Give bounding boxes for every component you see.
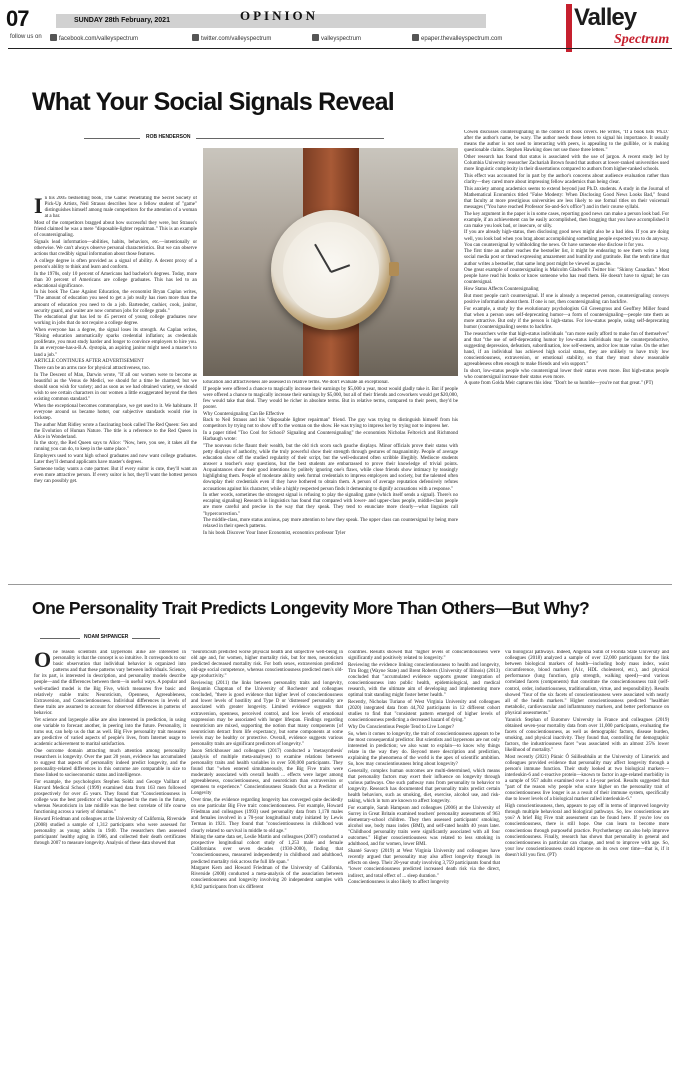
paragraph: The researchers write that high-status individuals "can more easily afford to make fun of themselves" and that "the use of self-deprecating humor by low-status individuals may be counterproductive, suggesting depression, defeatism, subordination, low self-esteem, and/or low mate value. On the other hand, if an individual has achieved high social status, they are unlikely to have truly low conscientiousness, extraversion, or emotional stability, so that they must show reasonable agreeableness often enough to make friends and win support." — [464, 331, 669, 367]
subheading: How Status Affects Countersignaling — [464, 287, 539, 293]
paragraph: For example, a study by the evolutionary psychologists Gil Greengross and Geoffrey Miller found that when a person uses self-deprecating humor—a form of countersignaling—people rate them as more attractive. But only if the person is high-status. For low-status people, using self-deprecating humor (countersignaling) seems to backfire. — [464, 306, 669, 330]
follow-label: follow us on — [10, 34, 42, 40]
instagram-icon — [312, 34, 319, 41]
paragraph: Most of the competitors bragged about how successful they were, but Strauss's friend claimed he was a mere "disposable-lighter repairman." This is an example of countersignaling. — [34, 220, 197, 239]
article1-column-3 — [464, 130, 669, 576]
paragraph: via biological pathways. Indeed, Angelina Sutin of Florida State University and colleagues (2018) analyzed a sample of over 12,000 participants for the link between biological markers of health—including body mass index, waist circumference, blood markers (A1c, HDL cholesterol, etc.), and physical performance (lung function, grip strength, walking speed)—and various correlated facets (components) that constitute the conscientiousness trait (self-control, order, industriousness, traditionalism, virtue, and responsibility). Results showed "four of the six facets of conscientiousness were associated with nearly all of the health markers." Higher conscientiousness predicted "healthier metabolic, cardiovascular and inflammatory markers, and better performance on physical assessments." — [505, 650, 669, 716]
subheading: Why Countersignaling Can Be Effective — [203, 411, 284, 417]
section-title: OPINION — [240, 8, 319, 23]
logo-subtitle: Spectrum — [614, 32, 670, 47]
article2-column-2 — [191, 650, 343, 1080]
paragraph: One outcome domain attracting much attention among personality researchers is longevity. Over the past 20 years, evidence has accumulated to suggest that aspects of personality indeed predict longevity, and the personality-related differences in this outcome are comparable in size to those linked to socioeconomic status and intelligence. — [34, 748, 186, 779]
facebook-icon — [50, 34, 57, 41]
article1-column-2 — [203, 380, 458, 576]
logo-accent-bar — [566, 4, 572, 52]
paragraph: Cowen discusses countersignaling in the context of book covers. He writes, "If a book lists 'Ph.D.' after the author's name, be wary. The author needs those letters to signal his importance. It usually means the author is not used to interacting with peers, is appealing to the gullible, or is making questionable claims. Stephen Hawking does not use those three letters." — [464, 130, 669, 154]
twitter-icon — [192, 34, 199, 41]
subheading: Why Do Conscientious People Tend to Live Longer? — [348, 724, 455, 730]
publication-logo — [566, 4, 676, 60]
paragraph: The first time an author reaches the bestseller list, it might be endearing to see them write a long social media post or thread expressing amazement and humility and gratitude. But the tenth time that author writes a bestseller, that same long post might be viewed as gauche. — [464, 249, 669, 267]
paragraph: In other words, sometimes the strongest signal is refusing to play the signaling game (which itself sends a signal). There's no escaping signaling) Research in linguistics has found that compared with lower- and upper-class people, middle-class people are more careful and precise in the way that they speak. They tend to enunciate more clearly—what linguists call "hypercorrection." — [203, 493, 458, 517]
paragraph: Yet science and laypeople alike are also interested in prediction, in using one variable to forecast another, in peering into the future. Personality, it turns out, can help us do that as well. Big Five personality trait measures are predictive of varied aspects of people's lives, from Internet usage to academic achievement to marital satisfaction. — [34, 717, 186, 747]
byline-rule — [84, 138, 384, 139]
paragraph: When everyone has a degree, the signal loses its strength. As Caplan writes, "Rising education automatically sparks credential inflation; as credentials proliferate, you must study harder and longer to convince employers to hire you. In an everyone-has-a-B.A. dystopia, an aspiring janitor might need a master's to land a job." — [34, 328, 197, 358]
paragraph: For example, Sarah Hampson and colleagues (2006) at the University of Surrey in Great Britain examined teachers' personality assessments of 963 elementary-school children. They then assessed participants' smoking, alcohol use, body mass index (BMI), and self-rated health 40 years later. "Childhood personality traits were significantly associated with all four outcomes." Higher conscientiousness was related to less smoking in adulthood, and for women, lower BMI. — [348, 805, 500, 848]
paragraph: Yannick Stephan of Euromov University in France and colleagues (2019) obtained seven-year mortality data from over 11,000 participants, evaluating the facets of conscientiousness, as well as demographic factors, disease burden, smoking, and physical inactivity. They found that, controlling for demographic factors, the industriousness facet "was associated with an almost 25% lower likelihood of mortality." — [505, 717, 669, 754]
paragraph: If you are already high-status, then disclosing good news might also be a bad idea. If you are doing well, you look bad when you brag about accomplishing something people expected you to do anyway. You can countersignal by withholding the news. Or have someone else disclose it for you. — [464, 230, 669, 248]
paragraph: If people were offered a chance to magically increase their earnings by $5,000 a year, most would gladly take it. But if people were offered a chance to magically increase their earnings by $5,000, but all of their friends and coworkers would get $20,000, few would take that deal. They would be richer in absolute terms. But in relative terms, compared to their peers, they'd be poorer. — [203, 386, 458, 410]
paragraph: One great example of countersignaling is Malcolm Gladwell's Twitter bio: "Skinny Canadian." Most people have read his books or know someone who has read them. He doesn't have to signal; he can countersignal. — [464, 268, 669, 286]
watch-crown — [389, 262, 399, 276]
paragraph: "neuroticism predicted worse physical health and subjective well-being in old age and, for women, higher mortality risk, but for men, neuroticism predicted decreased mortality risk. For both sexes, extraversion predicted old-age social competence, whereas conscientiousness predicted men's old-age productivity." — [191, 650, 343, 680]
issue-date: SUNDAY 28th February, 2021 — [74, 17, 170, 24]
paragraph: Education and attractiveness are assessed in relative terms. We don't evaluate an exceptional. — [203, 380, 389, 385]
paragraph: Signals lead information—abilities, habits, behaviors, etc.—intentionally or otherwise. We can't always observe personal characteristics. But we can observe actions that credibly signal information about those features. — [34, 239, 197, 258]
paragraph: ARTICLE CONTINUES AFTER ADVERTISEMENT — [34, 359, 144, 365]
paragraph: High conscientiousness, then, appears to pay off in terms of improved longevity through multiple behavioral and biological pathways. So, low conscientious are you? A brief Big Five trait assessment can be found here. If you're low on conscientiousness, there is still hope. One can learn to become more conscientious through purposeful practice. Psychotherapy can also help improve conscientiousness. Finally, research has shown that personality in general and conscientiousness in particular can change, and tend to improve with age. So, your low conscientiousness could improve on its own over time—that is, if it doesn't kill you first. (PT) — [505, 804, 669, 858]
paragraph: In short, low-status people who countersignal lower their status even more. But high-status people who countersignal increase their status even more. — [464, 368, 669, 380]
paragraph: This effect was accounted for in part by the author's concerns about audience evaluation rather than clarity—they cared more about impressing fellow academics than being clear. — [464, 173, 669, 185]
paragraph: For example, the psychologists Stephen Soldz and George Vaillant of Harvard Medical School (1999) examined data from 163 men followed prospectively for over 45 years. They found that "Conscientiousness in college was the best predictor of what happened to the men in the future, whereas Neuroticism in late midlife was the best correlate of life course functioning across a variety of domains." — [34, 779, 186, 816]
paragraph: When the exceptional becomes commonplace, we get used to it. We habituate. If everyone around us became hotter, our subjective standards would rise in lockstep. — [34, 403, 197, 421]
article2-column-1 — [34, 650, 186, 1080]
paragraph: The educational glut has led to 45 percent of young college graduates now working in jobs that do not require a college degree. — [34, 315, 197, 327]
article2-author: NOAM SHPANCER — [80, 634, 132, 640]
paragraph: Mining the same data set, Leslie Martin and colleagues (2007) conducted a prospective longitudinal cohort study of 1,253 male and female Californians over seven decades (1930-2000), finding that "conscientiousness, measured independently in childhood and adulthood, predicted mortality risk across the full life span." — [191, 835, 343, 865]
paragraph: Other research has found that status is associated with the use of jargon. A recent study led by Columbia University researcher Zachariah Brown found that authors at lower-ranked universities used more linguistic complexity in their dissertations compared to authors from higher-ranked schools. — [464, 154, 669, 173]
twitter-link[interactable]: twitter.com/valleyspectrum — [192, 34, 271, 42]
paragraph: In The Descent of Man, Darwin wrote, "If all our women were to become as beautiful as the Venus de Medici, we should for a time be charmed; but we should soon wish for variety; and as soon as we had obtained variety, we should wish to see certain characters in our women a little exaggerated beyond the then existing common standard." — [34, 372, 197, 402]
paragraph: In a paper titled "Too Cool for School? Signaling and Countersignaling" the economists Nicholas Feltovich and Richmond Harbaugh wrote: — [203, 431, 458, 443]
paragraph: A college degree is often provided as a signal of ability. A decent proxy of a person's ability to think and learn and conform. — [34, 258, 197, 270]
instagram-link[interactable]: valleyspectrum — [312, 34, 361, 42]
paragraph: The middle-class, more status anxious, pay more attention to how they speak. The upper class can countersignal by being more relaxed in their speech patterns. — [203, 518, 458, 530]
wristwatch-photo — [203, 148, 458, 376]
paragraph: Reviewing the evidence linking conscientiousness to health and longevity, Tim Bogg (Wayne State) and Brent Roberts (University of Illinois) (2013) concluded that "accumulated evidence supports greater integration of conscientiousness into public health, epidemiological, and medical research, with the ultimate aim of developing and implementing more optimal trait standing might foster better health." — [348, 662, 500, 699]
article1-author: ROB HENDERSON — [140, 134, 196, 140]
paragraph: One reason scientists and laypersons alike are interested in personality is that the concept is so intuitive. It corresponds to our basic observation that individual behavior is organized into patterns and that these patterns vary between individuals. Science, for its part, is interested in description, and personality models describe people—and the differences between them—in useful ways. A popular and well-studied model is the Big Five, which measures five basic and relatively stable traits: Neuroticism, Openness, Agreeableness, Extraversion, and Conscientiousness. Individual differences in levels of these traits are assumed to account for observed differences in patterns of behavior. — [34, 650, 186, 716]
article2-column-3 — [348, 650, 500, 1080]
paragraph: Back to Neil Strauss and his "disposable lighter repairman" friend. The guy was trying to distinguish himself from his competitors by trying not to show off to the woman on the show. He was trying to impress her by trying not to impress her. — [203, 418, 458, 430]
paragraph: There can be an arms race for physical attractiveness, too. — [34, 365, 150, 371]
drop-cap: O — [34, 650, 52, 672]
paragraph: The author Matt Ridley wrote a fascinating book called The Red Queen: Sex and the Evolution of Human Nature. The title is a reference to the Red Queen in Alice in Wonderland. — [34, 422, 197, 440]
drop-cap: I — [34, 196, 43, 218]
facebook-link[interactable]: facebook.com/valleyspectrum — [50, 34, 138, 42]
globe-icon — [412, 34, 419, 41]
paragraph: But most people can't countersignal. If one is already a respected person, countersignaling conveys positive information about them. If one is not, then countersignaling can backfire. — [464, 293, 669, 305]
paragraph: This anxiety among academics seems to extend beyond just Ph.D. students. A study in the Journal of Mathematical Economics titled "False Modesty: When Disclosing Good News Looks Bad," found that faculty at more prestigious universities are less likely to use formal titles on their voicemail messages ("You have reached Professor So-and-So's office") and in their course syllabi. — [464, 186, 669, 210]
paragraph: Conscientiousness is also likely to affect longevity — [348, 880, 450, 886]
article1-column-1 — [34, 196, 197, 576]
paragraph: In the story, the Red Queen says to Alice: "Now, here, you see, it takes all the running you can do, to keep in the same place." — [34, 441, 197, 453]
paragraph: A quote from Golda Meir captures this idea: "Don't be so humble—you're not that great." (PT) — [464, 381, 654, 387]
paragraph: Reviewing (2011) the links between personality traits and longevity, Benjamin Chapman of the University of Rochester and colleagues concluded, "there is good evidence that higher level of conscientiousness and lower levels of hostility and Type D or 'distressed' personality are associated with greater longevity. Limited evidence suggests that extraversion, openness, perceived control, and low levels of emotional suppression may be associated with longer lifespan. Findings regarding neuroticism are mixed, supporting the notion that many components [of neuroticism detract from life expectancy, but some components at some levels may be healthy or protective. Overall, evidence suggests various personality traits are significant predictors of longevity." — [191, 681, 343, 747]
paragraph: The key argument in the paper is in some cases, reporting good news can make a person look bad. For example, if an achievement can be easily accomplished, then bragging that you have accomplished it can make you look bad, or insecure, or silly. — [464, 211, 669, 229]
article-divider — [8, 584, 672, 585]
article2-column-4 — [505, 650, 669, 1080]
paragraph: In his book Discover Your Inner Economist, economics professor Tyler — [203, 531, 346, 536]
paragraph: Shanté Savory (2019) at West Virginia University and colleagues have recently argued that personality may also affect longevity through its effects on sleep. Their 20-year study involving 3,759 participants found that "lower conscientiousness predicted increased death risk via the direct, indirect, and total effect of ... sleep duration." — [348, 849, 500, 879]
paragraph: Employers used to want high school graduates and now want college graduates. Later they'll demand applicants have master's degrees. — [34, 454, 197, 466]
paragraph: Howard Friedman and colleagues at the University of California, Riverside (2008) studied a sample of 1,312 participants who were assessed for personality as young adults in 1940. The researchers then assessed participants' healthy aging in 1986, and collected their death certificates through 2007 to measure longevity. Analysis of these data showed that — [34, 816, 186, 847]
paragraph: Generally, complex human outcomes are multi-determined, which means that personality factors may exert their influence on longevity through various pathways. One such pathway runs from personality to behavior to longevity. Research has documented that personality traits predict certain health behaviors, such as smoking, diet, exercise, alcohol use, and risk-taking, which in turn are known to affect longevity. — [348, 768, 500, 805]
paragraph: In his 2005 bestselling book, The Game: Penetrating the Secret Society of Pick-Up Artists, Neil Strauss describes how a fellow student of "game" distinguishes himself among male competitors for the attention of a woman at a bar. — [34, 196, 197, 220]
paragraph: Most recently (2021) Páraic Ó Súilleabháin at the University of Limerick and colleagues provided evidence that personality may affect longevity through a person's immune function. Their study looked at two biological markers—interleukin-6 and c-reactive protein—known to factor in age-related morbidity in a sample of 957 adults examined over a 14-year period. Results suggested that "part of the reason why people who score higher on the personality trait of conscientiousness live longer is as a result of their immune system, specifically due to lower levels of a biological marker called interleukin-6." — [505, 754, 669, 803]
paragraph: So, when it comes to longevity, the trait of conscientiousness appears to be the most consequential predictor. But scientists and laypersons are not only interested in prediction; we also want to explain—to know why things relate in the way they do. Beyond mere description and prediction, explaining the phenomena of the world is the apex of scientific ambition. So, how may conscientiousness bring about longevity? — [348, 731, 500, 768]
article2-headline: One Personality Trait Predicts Longevity More Than Others—But Why? — [32, 598, 590, 618]
paragraph: Over time, the evidence regarding longevity has converged quite decidedly on one particular Big Five trait: conscientiousness. For example, Howard Friedman and colleagues (1993) used personality data from 1,178 males and females involved in a 70-year longitudinal study initiated by Lewis Terman in 1921. They found that "conscientiousness in childhood was clearly related to survival in middle to old age." — [191, 798, 343, 834]
page-number: 07 — [6, 6, 29, 31]
paragraph: Recently, Nicholas Turiano of West Virginia University and colleagues (2020) integrated data from 44,702 participants in 12 different cohort studies to find that "consistent pattern emerged of higher levels of conscientiousness predicting a decreased hazard of dying." — [348, 699, 500, 724]
paragraph: Margaret Kern and Howard Friedman of the University of California, Riverside (2008) conducted a meta-analysis of the association between conscientiousness and longevity involving 20 independent samples with 8,942 participants from six different — [191, 866, 343, 890]
paragraph: countries. Results showed that "higher levels of conscientiousness were significantly and positively related to longevity." — [348, 650, 500, 662]
paragraph: "The nouveau riche flaunt their wealth, but the old rich scorn such gauche displays. Minor officials prove their status with petty displays of authority, while the truly powerful show their strength through gestures of magnanimity. People of average education show off the studied regularity of their script, but the well-educated often scribble illegibly. Mediocre students answer a teacher's easy questions, but the best students are embarrassed to prove their knowledge of trivial points. Acquaintances show their good intentions by politely ignoring one's flaws, while close friends show intimacy by teasingly highlighting them. People of moderate ability seek formal credentials to impress employers and society, but the talented often downplay their credentials even if they have bothered to obtain them. A person of average reputation defensively refutes accusations against his character, while a highly respected person finds it demeaning to dignify accusations with a response." — [203, 443, 458, 492]
paragraph: Someone today wants a cute partner. But if every suitor is cute, they'll want an even more attractive person. If every suitor is hot, they'll want the hottest person they can possibly get. — [34, 466, 197, 485]
epaper-link[interactable]: epaper.thevalleyspectrum.com — [412, 34, 502, 42]
logo-wordmark: Valley — [574, 4, 637, 31]
social-bar — [10, 34, 560, 46]
paragraph: Jason Strickhouser and colleagues (2017) conducted a 'metasynthesis' (analysis of multiple meta-analyses) to examine relations between personality traits and health variables in over 500,000 participants. They found that "when entered simultaneously, the Big Five traits were moderately associated with overall health ... effects were larger among agreeableness, conscientiousness, and neuroticism than extraversion or openness to experience." Conscientiousness Stands Out as a Predictor of Longevity — [191, 748, 343, 797]
paragraph: In the 1970s, only 10 percent of Americans had bachelor's degrees. Today, more than 30 percent of Americans are college graduates. This has led to an educational significance. — [34, 271, 197, 289]
masthead-rule — [8, 48, 672, 49]
paragraph: In his book The Case Against Education, the economist Bryan Caplan writes, "The amount of education you need to get a job really has risen more than the amount of education you need to do a job. Bartender, cashier, cook, janitor, security guard, and waiter are now common jobs for college grads." — [34, 290, 197, 314]
article1-headline: What Your Social Signals Reveal — [32, 88, 394, 116]
